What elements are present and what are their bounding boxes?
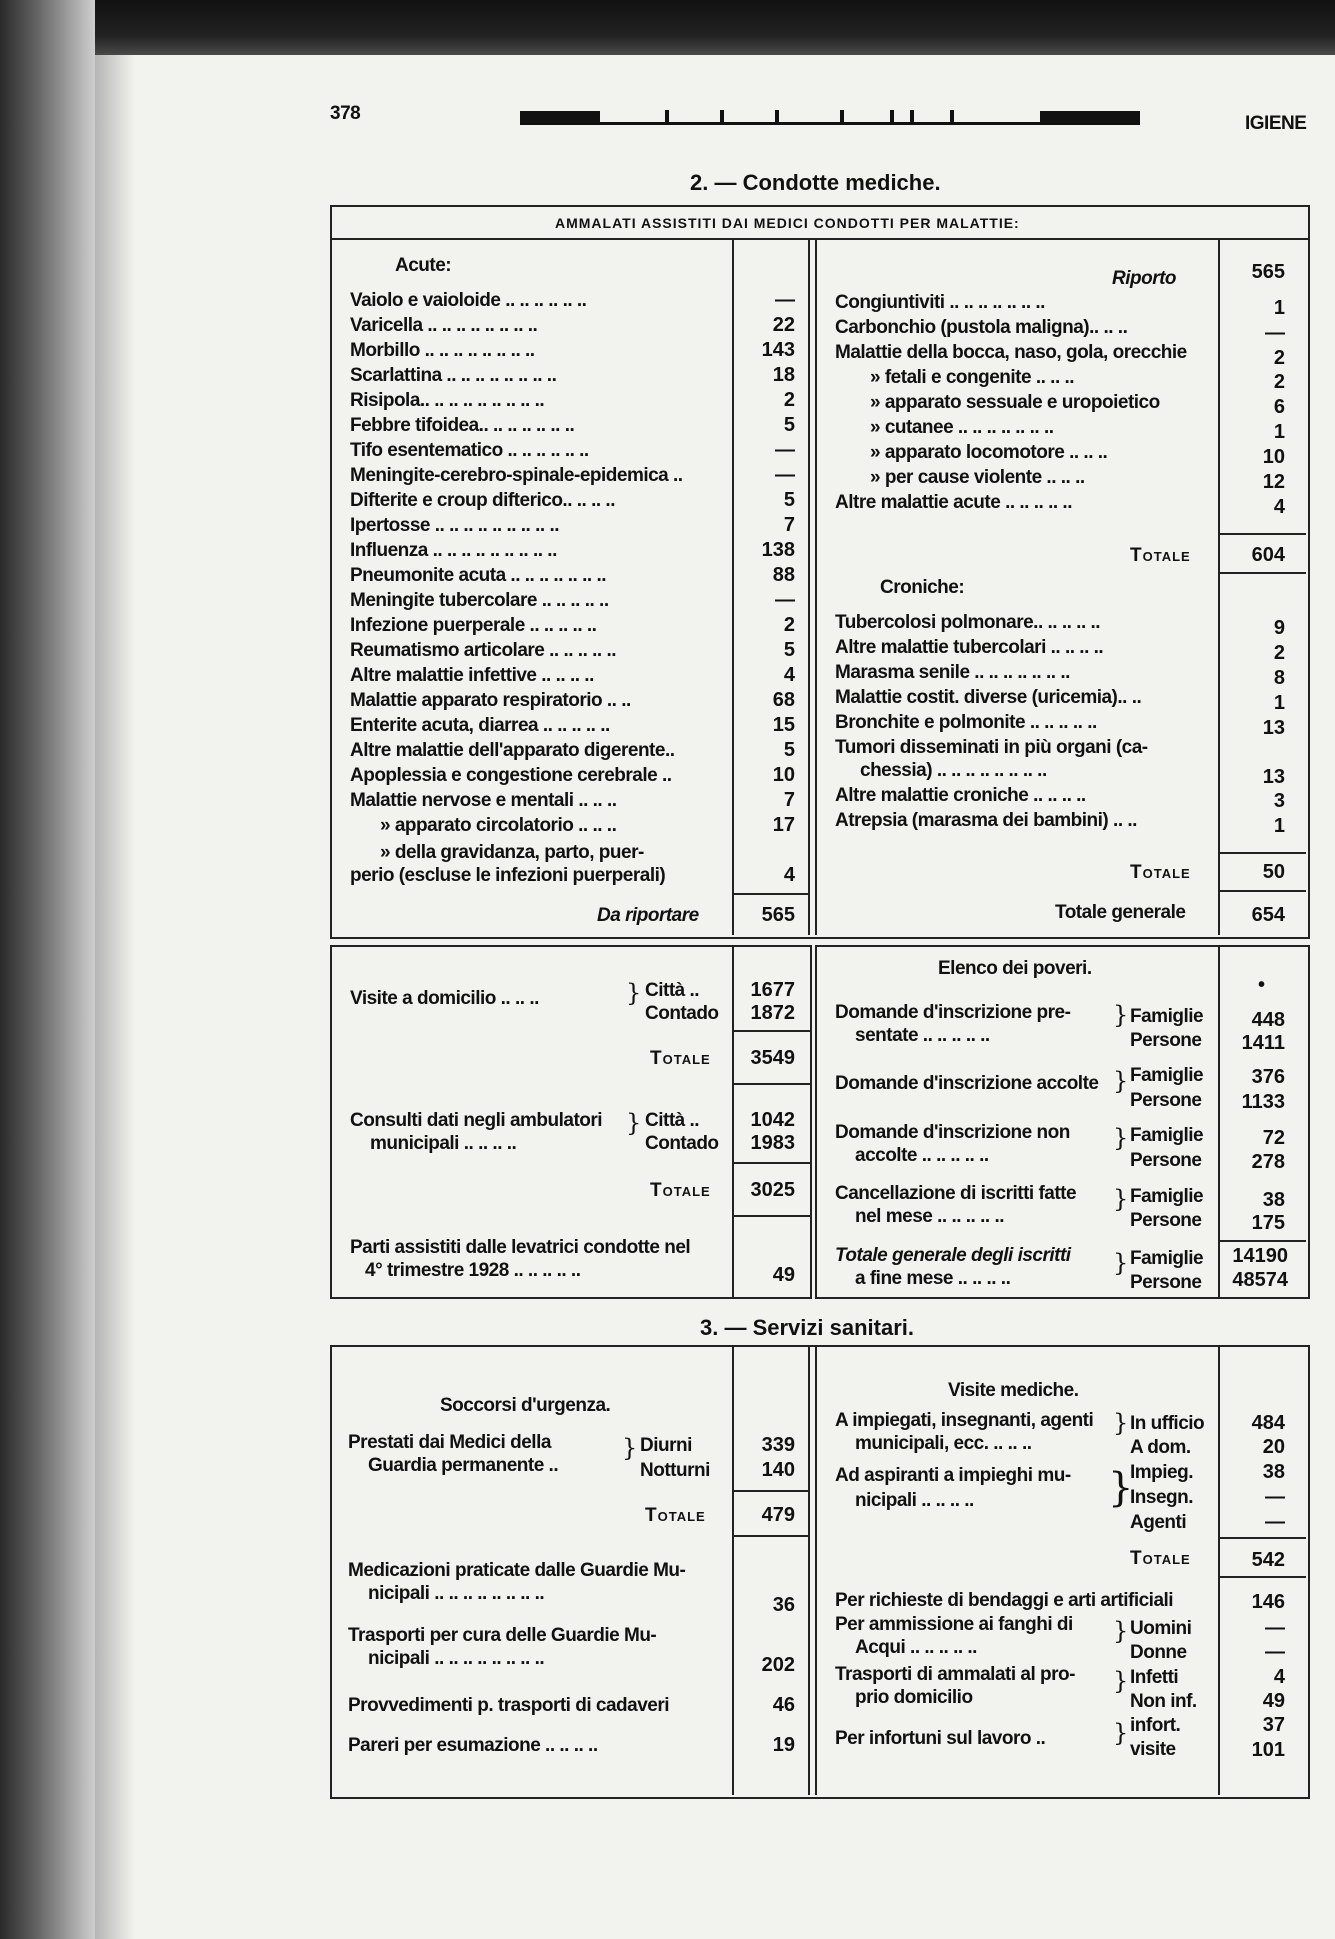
scan-top-edge [0, 0, 1335, 60]
poveri-persone-value: 1133 [1241, 1091, 1285, 1113]
medicazioni-value: 36 [772, 1594, 795, 1616]
acute-cont-label: Altre malattie acute .. .. .. .. .. [835, 492, 1072, 513]
acute-value: 143 [761, 339, 795, 361]
col-rule [1218, 1347, 1220, 1795]
da-riportare-label: Da riportare [597, 905, 699, 926]
croniche-value: 3 [1273, 790, 1285, 812]
visite-label: Visite a domicilio .. .. .. [350, 988, 539, 1009]
acute-value: — [775, 464, 795, 486]
totale-acute-label: Totale [1130, 545, 1191, 566]
totale-generale-value: 654 [1251, 904, 1285, 926]
poveri-famiglie-label: Famiglie [1130, 1065, 1204, 1086]
fanghi-line2: Acqui .. .. .. .. .. [855, 1637, 977, 1658]
acute-value: 5 [783, 639, 795, 661]
insegn-value: — [1265, 1486, 1285, 1508]
acute-value: 18 [772, 364, 795, 386]
acute-label: Risipola.. .. .. .. .. .. .. .. .. [350, 390, 545, 411]
poveri-famiglie-label: Famiglie [1130, 1186, 1204, 1207]
consulti-citta-label: Città .. [645, 1110, 700, 1131]
brace: } [1108, 1465, 1134, 1511]
poveri-famiglie-value: 72 [1262, 1127, 1285, 1149]
acute-gravidanza-line1: » della gravidanza, parto, puer- [380, 842, 644, 863]
acute-value: 17 [772, 814, 795, 836]
poveri-persone-label: Persone [1130, 1030, 1202, 1051]
croniche-label: Tubercolosi polmonare.. .. .. .. .. [835, 612, 1101, 633]
acute-value: 4 [783, 664, 795, 686]
acute-cont-value: — [1265, 322, 1285, 344]
aspiranti-line1: Ad aspiranti a impieghi mu- [835, 1465, 1071, 1486]
acute-label: Varicella .. .. .. .. .. .. .. .. [350, 315, 538, 336]
acute-value: 7 [783, 514, 795, 536]
riporto-label: Riporto [1112, 268, 1177, 289]
acute-header: Acute: [395, 255, 452, 276]
poveri-totale-persone-value: 48574 [1232, 1269, 1288, 1291]
infetti-label: Infetti [1130, 1667, 1179, 1688]
medicazioni-line2: nicipali .. .. .. .. .. .. .. .. [368, 1583, 545, 1604]
acute-cont-label: » per cause violente .. .. .. [870, 467, 1085, 488]
col-rule [808, 1347, 810, 1795]
subtotal-rule [732, 1083, 810, 1085]
croniche-value: 8 [1273, 667, 1285, 689]
brace: } [626, 1109, 642, 1137]
poveri-totale-line1: Totale generale degli iscritti [835, 1245, 1071, 1266]
acute-cont-value: 1 [1273, 297, 1285, 319]
poveri-row-line1: Domande d'inscrizione pre- [835, 1002, 1071, 1023]
a-dom-value: 20 [1262, 1436, 1285, 1458]
acute-value: — [775, 589, 795, 611]
acute-label: Malattie nervose e mentali .. .. .. [350, 790, 617, 811]
poveri-famiglie-label: Famiglie [1130, 1125, 1204, 1146]
brace: } [622, 1434, 638, 1462]
condotte-subtitle: AMMALATI ASSISTITI DAI MEDICI CONDOTTI PER MALATTIE: [555, 215, 1020, 231]
visite-totale-value: 3549 [750, 1047, 795, 1069]
acute-cont-value: 10 [1262, 446, 1285, 468]
poveri-row-line2: accolte .. .. .. .. .. [855, 1145, 989, 1166]
fanghi-line1: Per ammissione ai fanghi di [835, 1614, 1073, 1635]
subtotal-rule [1218, 852, 1306, 854]
donne-value: — [1265, 1641, 1285, 1663]
acute-label: Pneumonite acuta .. .. .. .. .. .. .. [350, 565, 606, 586]
croniche-label: Malattie costit. diverse (uricemia).. .. [835, 687, 1142, 708]
subtotal-rule [1218, 572, 1306, 574]
trasporti-value: 202 [761, 1654, 795, 1676]
brace: } [1113, 1124, 1129, 1152]
visite-mediche-title: Visite mediche. [948, 1380, 1079, 1401]
col-rule [815, 240, 817, 935]
croniche-value: 1 [1273, 692, 1285, 714]
acute-cont-label: » apparato sessuale e uropoietico [870, 392, 1160, 413]
subtotal-rule [732, 1215, 810, 1217]
brace: } [1113, 1719, 1129, 1747]
subtotal-rule [732, 1490, 810, 1492]
brace: } [626, 979, 642, 1007]
subtotal-rule [1218, 1537, 1306, 1539]
consulti-totale-label: Totale [650, 1180, 711, 1201]
col-rule [732, 1347, 734, 1795]
provvedimenti-label: Provvedimenti p. trasporti di cadaveri [348, 1695, 669, 1716]
acute-label: Tifo esentematico .. .. .. .. .. .. [350, 440, 589, 461]
acute-value: 10 [772, 764, 795, 786]
poveri-persone-value: 278 [1251, 1151, 1285, 1173]
acute-value: 2 [783, 389, 795, 411]
acute-value: 7 [783, 789, 795, 811]
croniche-label: Altre malattie croniche .. .. .. .. [835, 785, 1086, 806]
acute-label: Febbre tifoidea.. .. .. .. .. .. .. [350, 415, 575, 436]
soccorsi-totale-label: Totale [645, 1505, 706, 1526]
agenti-value: — [1265, 1511, 1285, 1533]
acute-value: 5 [783, 414, 795, 436]
parti-line1: Parti assistiti dalle levatrici condotte nel [350, 1237, 691, 1258]
acute-cont-label: Carbonchio (pustola maligna).. .. .. [835, 317, 1128, 338]
prestati-line1: Prestati dai Medici della [348, 1432, 551, 1453]
visite-mediche-totale-value: 542 [1251, 1549, 1285, 1571]
col-rule [815, 1347, 817, 1795]
visite-citta-value: 1677 [750, 979, 795, 1001]
visite-citta-label: Città .. [645, 980, 700, 1001]
section-title-servizi: 3. — Servizi sanitari. [700, 1315, 914, 1340]
subtotal-rule [732, 1030, 810, 1032]
pareri-label: Pareri per esumazione .. .. .. .. [348, 1735, 598, 1756]
subtotal-rule [1218, 533, 1306, 535]
acute-value: 138 [761, 539, 795, 561]
agenti-label: Agenti [1130, 1512, 1187, 1533]
tumori-line2: chessia) .. .. .. .. .. .. .. .. [860, 760, 1047, 781]
diurni-value: 339 [761, 1434, 795, 1456]
acute-label: » apparato circolatorio .. .. .. [380, 815, 617, 836]
acute-label: Altre malattie dell'apparato digerente.. [350, 740, 675, 761]
subtotal-rule [1218, 890, 1306, 892]
acute-label: Meningite-cerebro-spinale-epidemica .. [350, 465, 683, 486]
acute-value: — [775, 439, 795, 461]
insegn-label: Insegn. [1130, 1487, 1194, 1508]
acute-label: Enterite acuta, diarrea .. .. .. .. .. [350, 715, 610, 736]
medicazioni-line1: Medicazioni praticate dalle Guardie Mu- [348, 1560, 686, 1581]
brace: } [1113, 1185, 1129, 1213]
poveri-totale-famiglie-label: Famiglie [1130, 1248, 1204, 1269]
soccorsi-totale-value: 479 [761, 1504, 795, 1526]
visite-contado-label: Contado [645, 1003, 719, 1024]
acute-cont-value: 2 [1273, 371, 1285, 393]
parti-value: 49 [772, 1264, 795, 1286]
infort-label: infort. [1130, 1715, 1181, 1736]
poveri-row-line1: Domande d'inscrizione accolte [835, 1073, 1099, 1094]
brace: } [1113, 1001, 1129, 1029]
tumori-value: 13 [1262, 766, 1285, 788]
parti-line2: 4° trimestre 1928 .. .. .. .. .. [365, 1260, 581, 1281]
poveri-persone-label: Persone [1130, 1150, 1202, 1171]
acute-label: Ipertosse .. .. .. .. .. .. .. .. .. [350, 515, 560, 536]
infetti-value: 4 [1273, 1666, 1285, 1688]
acute-cont-value: 12 [1262, 471, 1285, 493]
non-inf-label: Non inf. [1130, 1691, 1197, 1712]
bendaggi-label: Per richieste di bendaggi e arti artificiali [835, 1590, 1174, 1611]
croniche-label: Altre malattie tubercolari .. .. .. .. [835, 637, 1104, 658]
col-rule [732, 945, 734, 1297]
prestati-line2: Guardia permanente .. [368, 1455, 559, 1476]
trasporti-line1: Trasporti per cura delle Guardie Mu- [348, 1625, 657, 1646]
subtotal-rule [1218, 1576, 1306, 1578]
scan-binding-edge [0, 0, 95, 1939]
col-rule [1218, 240, 1220, 935]
croniche-value: 13 [1262, 717, 1285, 739]
brace: } [1113, 1617, 1129, 1645]
uomini-value: — [1265, 1617, 1285, 1639]
a-dom-label: A dom. [1130, 1437, 1191, 1458]
header-ornament [520, 108, 1140, 126]
consulti-line1: Consulti dati negli ambulatori [350, 1110, 603, 1131]
notturni-label: Notturni [640, 1460, 710, 1481]
acute-value: 15 [772, 714, 795, 736]
acute-value: 2 [783, 614, 795, 636]
croniche-value: 9 [1273, 617, 1285, 639]
trasporti-ammalati-line1: Trasporti di ammalati al pro- [835, 1664, 1075, 1685]
visite-infort-value: 101 [1251, 1739, 1285, 1761]
totale-croniche-value: 50 [1262, 861, 1285, 883]
visite-infort-label: visite [1130, 1739, 1176, 1760]
impieg-label: Impieg. [1130, 1462, 1194, 1483]
acute-label: Apoplessia e congestione cerebrale .. [350, 765, 672, 786]
poveri-famiglie-value: 448 [1251, 1009, 1285, 1031]
infortuni-label: Per infortuni sul lavoro .. [835, 1728, 1046, 1749]
subtotal-rule [732, 1535, 810, 1537]
poveri-row-line1: Cancellazione di iscritti fatte [835, 1183, 1077, 1204]
acute-label: Meningite tubercolare .. .. .. .. .. [350, 590, 609, 611]
poveri-totale-persone-label: Persone [1130, 1272, 1202, 1293]
acute-value: 5 [783, 739, 795, 761]
acute-cont-value: 2 [1273, 347, 1285, 369]
impiegati-line1: A impiegati, insegnanti, agenti [835, 1410, 1094, 1431]
poveri-top-mark: • [1257, 974, 1265, 996]
acute-label: Scarlattina .. .. .. .. .. .. .. .. [350, 365, 557, 386]
acute-value: — [775, 289, 795, 311]
consulti-contado-value: 1983 [750, 1132, 795, 1154]
pareri-value: 19 [772, 1734, 795, 1756]
section-title-condotte: 2. — Condotte mediche. [690, 170, 941, 195]
acute-cont-value: 1 [1273, 421, 1285, 443]
aspiranti-line2: nicipali .. .. .. .. [855, 1490, 974, 1511]
non-inf-value: 49 [1262, 1690, 1285, 1712]
donne-label: Donne [1130, 1642, 1187, 1663]
bendaggi-value: 146 [1251, 1591, 1285, 1613]
poveri-totale-line2: a fine mese .. .. .. .. [855, 1268, 1011, 1289]
acute-label: Morbillo .. .. .. .. .. .. .. .. [350, 340, 535, 361]
visite-contado-value: 1872 [750, 1002, 795, 1024]
impieg-value: 38 [1262, 1461, 1285, 1483]
poveri-row-line2: sentate .. .. .. .. .. [855, 1025, 990, 1046]
trasporti-ammalati-line2: prio domicilio [855, 1687, 973, 1708]
acute-value: 5 [783, 489, 795, 511]
provvedimenti-value: 46 [772, 1694, 795, 1716]
soccorsi-title: Soccorsi d'urgenza. [440, 1395, 611, 1416]
consulti-contado-label: Contado [645, 1133, 719, 1154]
poveri-persone-value: 1411 [1241, 1032, 1285, 1054]
acute-cont-value: 4 [1273, 496, 1285, 518]
croniche-value: 2 [1273, 642, 1285, 664]
acute-cont-label: Congiuntiviti .. .. .. .. .. .. .. [835, 292, 1045, 313]
poveri-famiglie-value: 38 [1262, 1189, 1285, 1211]
page-gutter-shadow [95, 55, 135, 1939]
consulti-totale-value: 3025 [750, 1179, 795, 1201]
notturni-value: 140 [761, 1459, 795, 1481]
totale-generale-label: Totale generale [1055, 902, 1186, 923]
col-rule [1218, 945, 1220, 1297]
subtotal-rule [732, 1162, 810, 1164]
impiegati-line2: municipali, ecc. .. .. .. [855, 1433, 1032, 1454]
visite-totale-label: Totale [650, 1048, 711, 1069]
page-section: IGIENE [1245, 113, 1307, 134]
brace: } [1113, 1249, 1129, 1277]
poveri-persone-value: 175 [1251, 1212, 1285, 1234]
acute-label: Reumatismo articolare .. .. .. .. .. [350, 640, 617, 661]
trasporti-line2: nicipali .. .. .. .. .. .. .. .. [368, 1648, 545, 1669]
acute-cont-label: » fetali e congenite .. .. .. [870, 367, 1075, 388]
croniche-value: 1 [1273, 815, 1285, 837]
consulti-line2: municipali .. .. .. .. [370, 1133, 517, 1154]
acute-label: Infezione puerperale .. .. .. .. .. [350, 615, 597, 636]
brace: } [1113, 1067, 1129, 1095]
croniche-header: Croniche: [880, 577, 965, 598]
riporto-value: 565 [1251, 261, 1285, 283]
totale-croniche-label: Totale [1130, 862, 1191, 883]
acute-cont-label: Malattie della bocca, naso, gola, orecchie [835, 342, 1187, 363]
croniche-label: Marasma senile .. .. .. .. .. .. .. [835, 662, 1070, 683]
infort-value: 37 [1262, 1714, 1285, 1736]
poveri-totale-famiglie-value: 14190 [1232, 1245, 1288, 1267]
acute-gravidanza-value: 4 [783, 864, 795, 886]
poveri-persone-label: Persone [1130, 1090, 1202, 1111]
croniche-label: Bronchite e polmonite .. .. .. .. .. [835, 712, 1097, 733]
col-rule [732, 240, 734, 935]
acute-value: 22 [772, 314, 795, 336]
poveri-famiglie-value: 376 [1251, 1066, 1285, 1088]
poveri-row-line2: nel mese .. .. .. .. .. [855, 1206, 1005, 1227]
uomini-label: Uomini [1130, 1618, 1192, 1639]
subtotal-rule [732, 893, 810, 895]
poveri-famiglie-label: Famiglie [1130, 1006, 1204, 1027]
poveri-persone-label: Persone [1130, 1210, 1202, 1231]
totale-acute-value: 604 [1251, 544, 1285, 566]
subtitle-rule [332, 238, 1308, 240]
acute-cont-label: » cutanee .. .. .. .. .. .. .. [870, 417, 1054, 438]
acute-label: Altre malattie infettive .. .. .. .. [350, 665, 594, 686]
acute-cont-value: 6 [1273, 396, 1285, 418]
tumori-line1: Tumori disseminati in più organi (ca- [835, 737, 1148, 758]
page-number: 378 [330, 103, 361, 124]
brace: } [1113, 1409, 1129, 1437]
acute-label: Malattie apparato respiratorio .. .. [350, 690, 631, 711]
acute-cont-label: » apparato locomotore .. .. .. [870, 442, 1108, 463]
visite-mediche-totale-label: Totale [1130, 1548, 1191, 1569]
da-riportare-value: 565 [761, 904, 795, 926]
poveri-title: Elenco dei poveri. [938, 958, 1092, 979]
consulti-citta-value: 1042 [750, 1109, 795, 1131]
subtotal-rule [1218, 1240, 1306, 1242]
in-ufficio-value: 484 [1251, 1412, 1285, 1434]
diurni-label: Diurni [640, 1435, 692, 1456]
acute-label: Difterite e croup difterico.. .. .. .. [350, 490, 615, 511]
brace: } [1113, 1667, 1129, 1695]
acute-value: 88 [772, 564, 795, 586]
croniche-label: Atrepsia (marasma dei bambini) .. .. [835, 810, 1137, 831]
acute-label: Vaiolo e vaioloide .. .. .. .. .. .. [350, 290, 587, 311]
acute-gravidanza-line2: perio (escluse le infezioni puerperali) [350, 865, 666, 886]
acute-value: 68 [772, 689, 795, 711]
acute-label: Influenza .. .. .. .. .. .. .. .. .. [350, 540, 557, 561]
in-ufficio-label: In ufficio [1130, 1413, 1205, 1434]
poveri-row-line1: Domande d'inscrizione non [835, 1122, 1070, 1143]
col-rule [808, 240, 810, 935]
